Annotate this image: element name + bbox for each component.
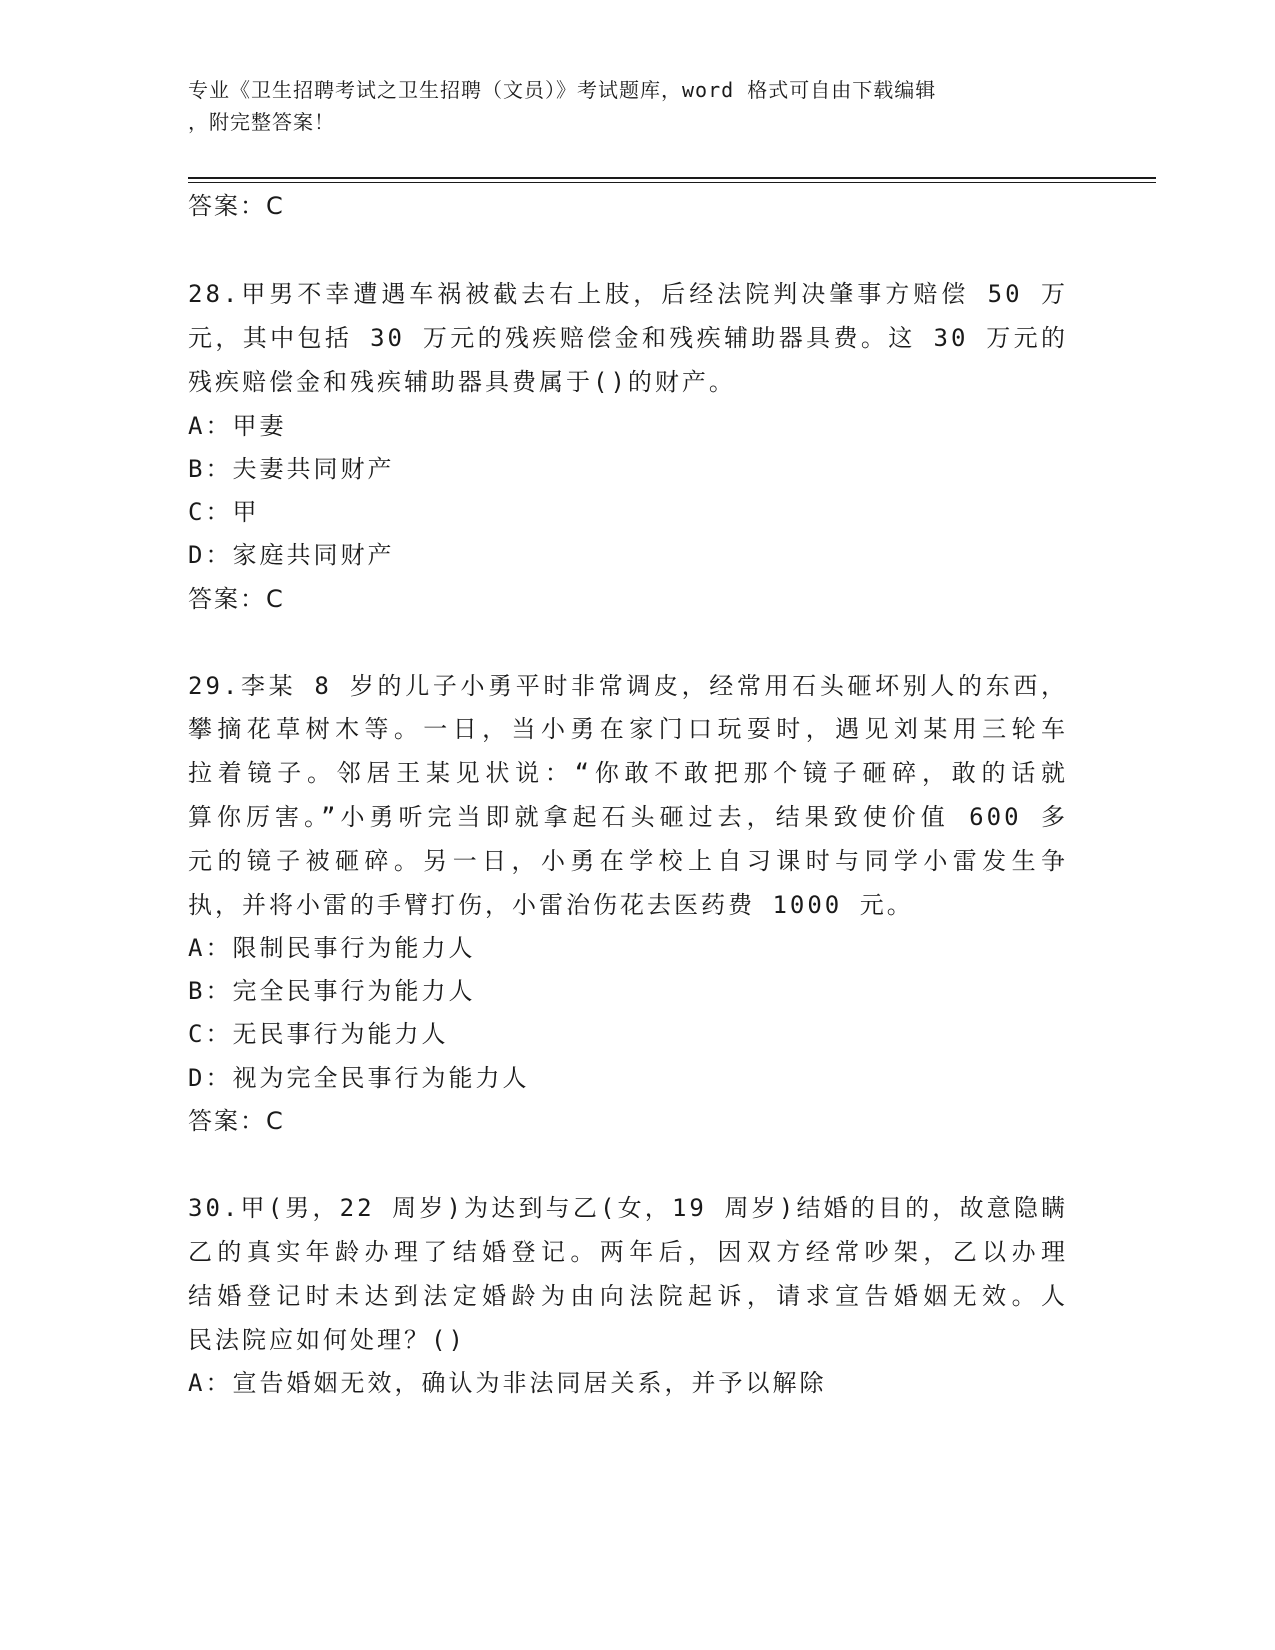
header-title-line-2: ，附完整答案！	[188, 110, 335, 134]
question-28-option-b: B：夫妻共同财产	[188, 455, 395, 483]
question-28-answer: 答案：C	[188, 585, 285, 613]
question-29-option-c: C：无民事行为能力人	[188, 1020, 449, 1048]
question-29-text-line: 29.李某 8 岁的儿子小勇平时非常调皮，经常用石头砸坏别人的东西，	[188, 672, 1068, 700]
question-29-text-line: 拉着镜子。邻居王某见状说：“你敢不敢把那个镜子砸碎，敢的话就	[188, 759, 1068, 787]
question-30-text-line: 民法院应如何处理？()	[188, 1326, 466, 1354]
question-28-text-line: 残疾赔偿金和残疾辅助器具费属于()的财产。	[188, 368, 736, 396]
header-divider-thick	[188, 177, 1156, 179]
question-30-text-line: 结婚登记时未达到法定婚龄为由向法院起诉，请求宣告婚姻无效。人	[188, 1282, 1068, 1310]
question-29-answer: 答案：C	[188, 1107, 285, 1135]
document-header	[188, 74, 1088, 138]
question-28-text-line: 元，其中包括 30 万元的残疾赔偿金和残疾辅助器具费。这 30 万元的	[188, 324, 1068, 352]
header-divider-thin	[188, 182, 1156, 183]
previous-answer: 答案：C	[188, 192, 285, 220]
question-29-text-line: 攀摘花草树木等。一日，当小勇在家门口玩耍时，遇见刘某用三轮车	[188, 715, 1068, 743]
question-30-option-a: A：宣告婚姻无效，确认为非法同居关系，并予以解除	[188, 1369, 827, 1397]
question-28-option-a: A：甲妻	[188, 412, 287, 440]
question-29-text-line: 元的镜子被砸碎。另一日，小勇在学校上自习课时与同学小雷发生争	[188, 847, 1068, 875]
question-28-option-d: D：家庭共同财产	[188, 541, 395, 569]
question-29-option-b: B：完全民事行为能力人	[188, 977, 476, 1005]
question-30-text-line: 乙的真实年龄办理了结婚登记。两年后，因双方经常吵架，乙以办理	[188, 1238, 1068, 1266]
question-29-text-line: 算你厉害。”小勇听完当即就拿起石头砸过去，结果致使价值 600 多	[188, 803, 1068, 831]
header-title-line-1: 专业《卫生招聘考试之卫生招聘（文员）》考试题库，word 格式可自由下载编辑	[188, 78, 937, 102]
question-29-option-d: D：视为完全民事行为能力人	[188, 1064, 530, 1092]
question-28-option-c: C：甲	[188, 498, 260, 526]
question-29-option-a: A：限制民事行为能力人	[188, 934, 476, 962]
question-30-text-line: 30.甲(男，22 周岁)为达到与乙(女，19 周岁)结婚的目的，故意隐瞒	[188, 1194, 1068, 1222]
question-28-text-line: 28.甲男不幸遭遇车祸被截去右上肢，后经法院判决肇事方赔偿 50 万	[188, 280, 1068, 308]
question-29-text-line: 执，并将小雷的手臂打伤，小雷治伤花去医药费 1000 元。	[188, 891, 914, 919]
